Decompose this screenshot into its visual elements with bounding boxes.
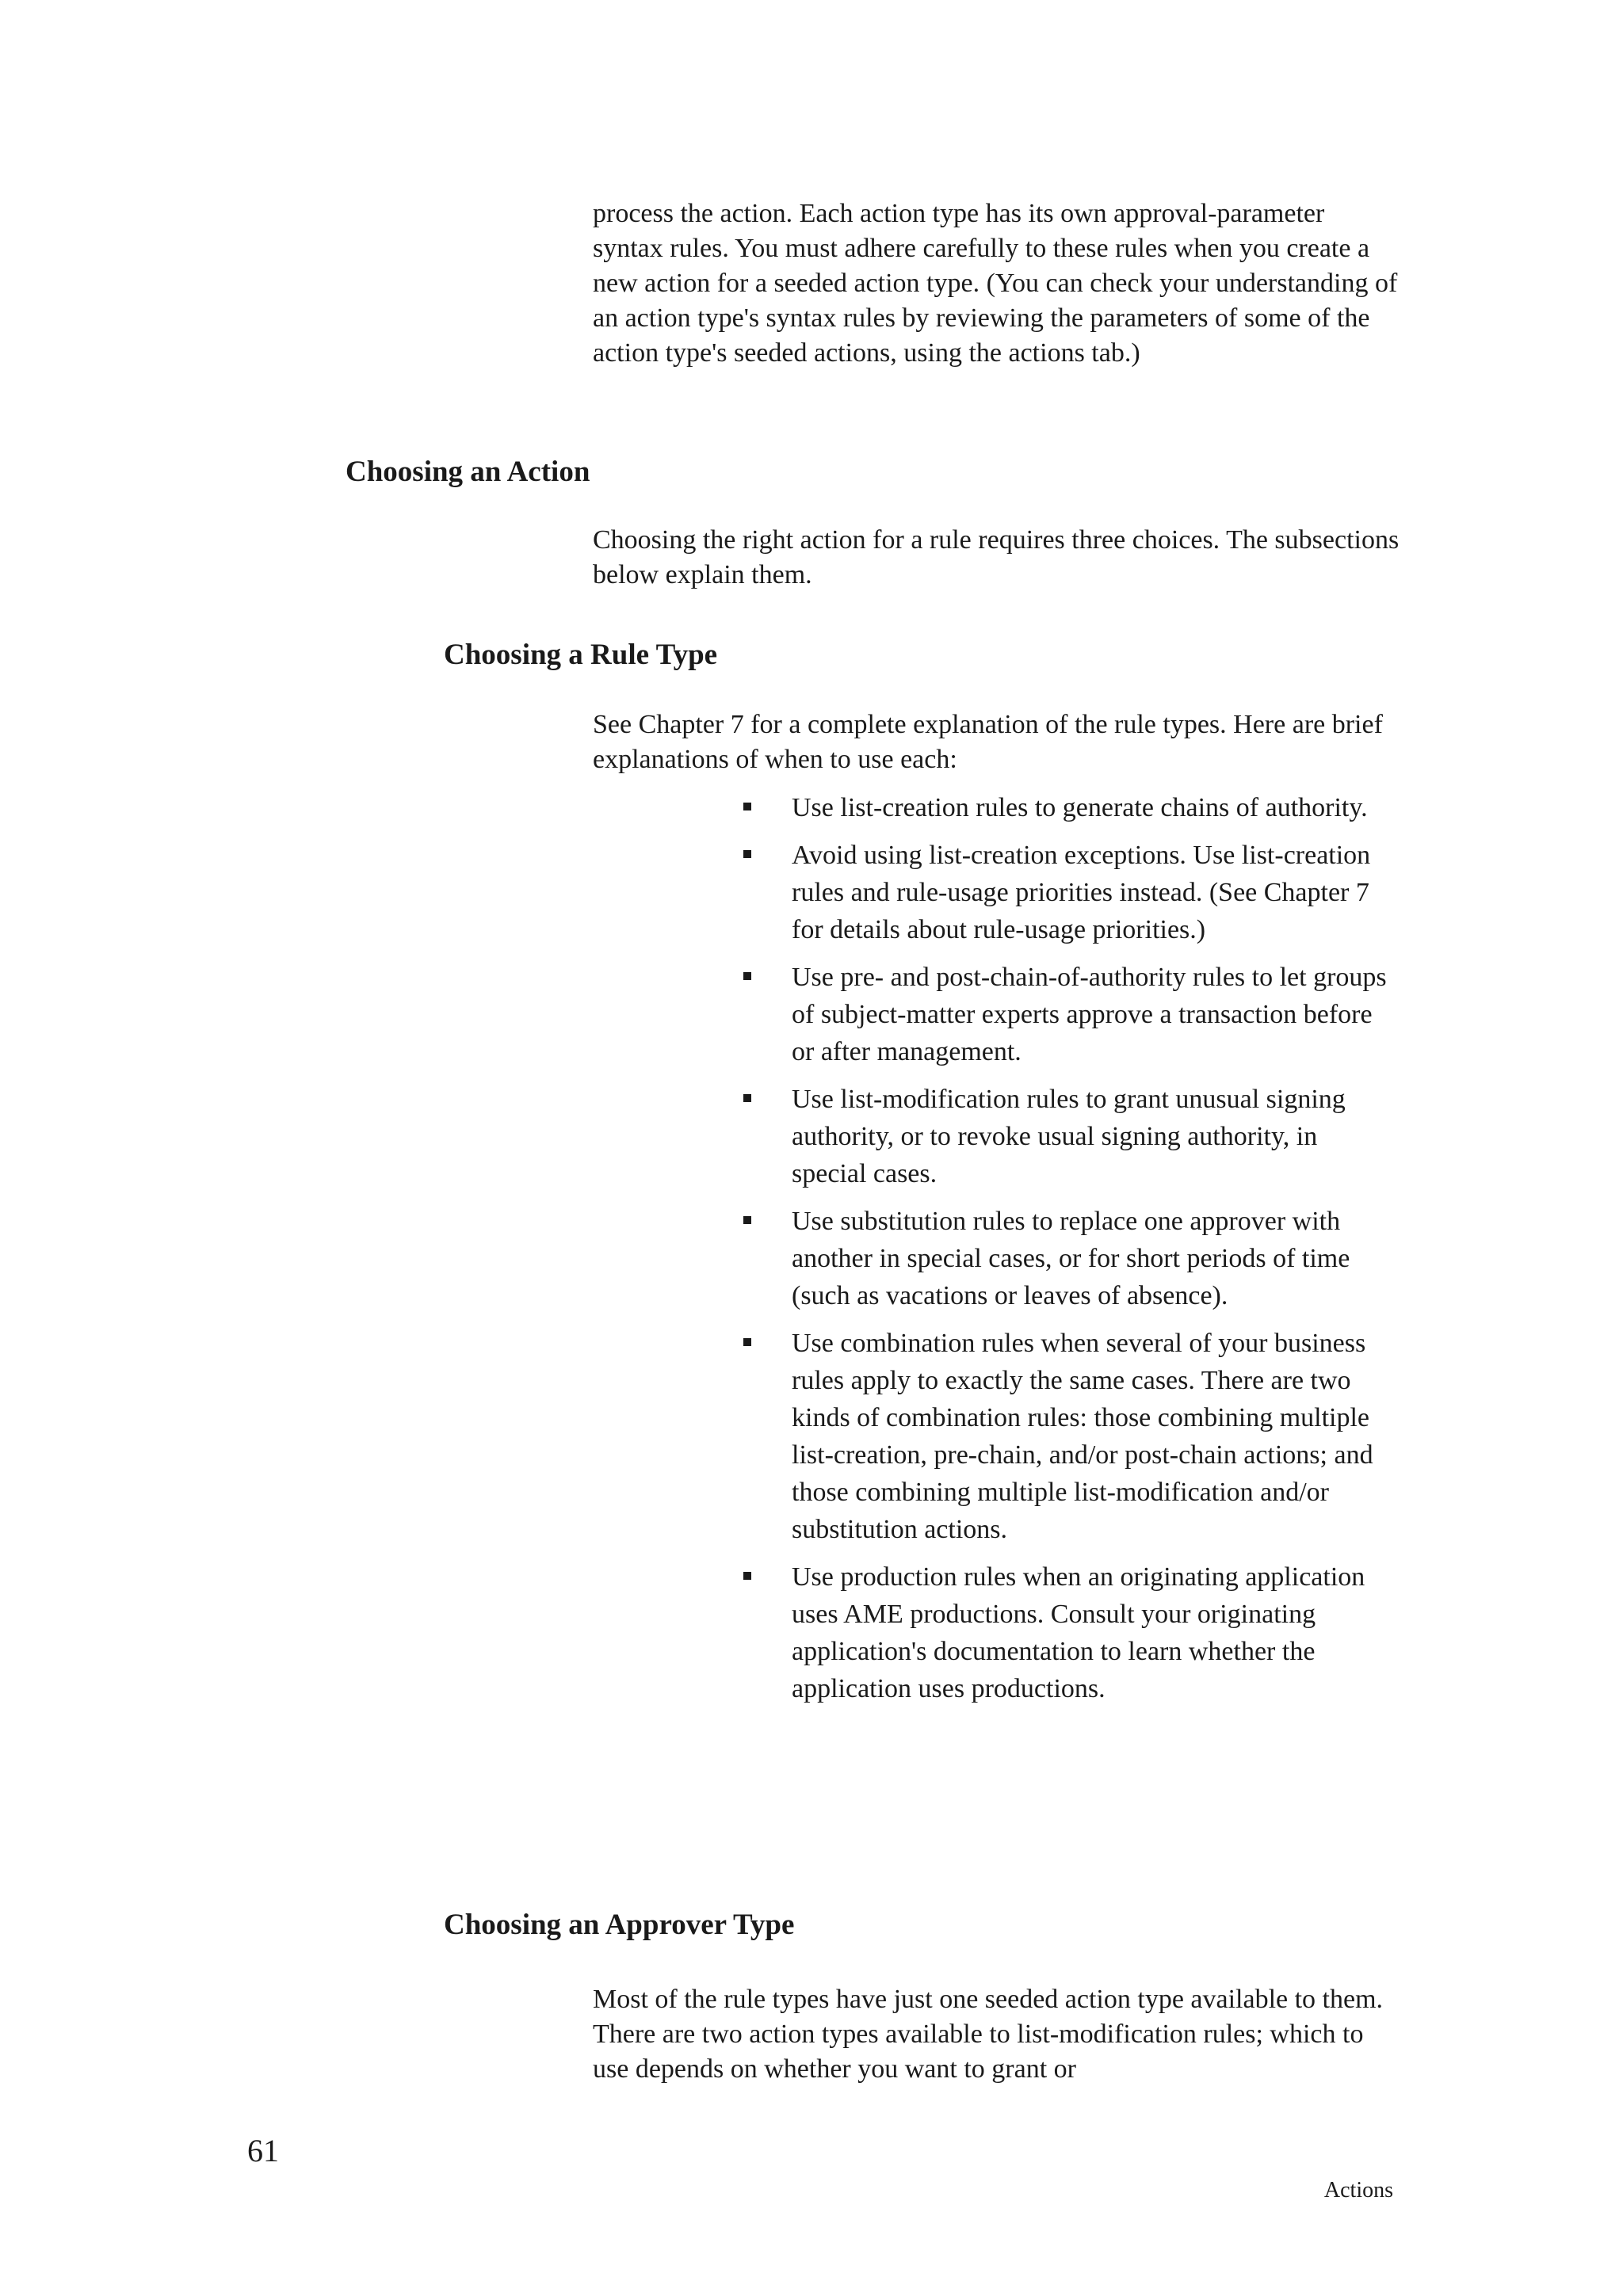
approver-type-paragraph: Most of the rule types have just one seeded action type available to them. There are two action types available to list-modification rules; which to use depends on whether you want to grant or <box>593 1985 1384 2084</box>
heading-choosing-an-action: Choosing an Action <box>346 456 590 488</box>
list-item <box>739 1203 1396 1314</box>
list-item <box>739 1325 1396 1548</box>
list-item-text: Use production rules when an originating application uses AME productions. Consult your originating application's documentation to learn whether the application uses productions. <box>792 1562 1365 1703</box>
list-item-text: Avoid using list-creation exceptions. Use list-creation rules and rule-usage priorities instead. (See Chapter 7 for details about rule-usage priorities.) <box>792 841 1371 944</box>
heading-choosing-an-approver-type: Choosing an Approver Type <box>444 1909 795 1941</box>
rule-type-paragraph: See Chapter 7 for a complete explanation of the rule types. Here are brief explanations of when to use each: <box>593 710 1383 774</box>
list-item <box>739 789 1396 826</box>
list-item-text: Use list-modification rules to grant unusual signing authority, or to revoke usual signing authority, in special cases. <box>792 1085 1346 1188</box>
list-item <box>739 1081 1396 1192</box>
page-number: 61 <box>247 2133 279 2168</box>
square-bullet-icon <box>743 850 751 858</box>
footer-chapter-label: Actions <box>1323 2178 1393 2203</box>
list-item-text: Use combination rules when several of your business rules apply to exactly the same cases. There are two kinds of combination rules: those combining multiple list-creation, pre-chain, and/or post-chain actions; and those combining multiple list-modification and/or substitution actions. <box>792 1329 1373 1544</box>
square-bullet-icon <box>743 972 751 980</box>
list-item-text: Use pre- and post-chain-of-authority rules to let groups of subject-matter experts approve a transaction before or after management. <box>792 963 1387 1066</box>
intro-paragraph: process the action. Each action type has its own approval-parameter syntax rules. You must adhere carefully to these rules when you create a new action for a seeded action type. (You can check your understanding of an action type's syntax rules by reviewing the parameters of some of the action type's seeded actions, using the actions tab.) <box>593 199 1398 368</box>
square-bullet-icon <box>743 1572 751 1580</box>
list-item <box>739 837 1396 948</box>
list-item <box>739 959 1396 1070</box>
list-item-text: Use list-creation rules to generate chains of authority. <box>792 793 1368 822</box>
list-item <box>739 1558 1396 1707</box>
rule-type-bullet-list <box>739 789 1396 1718</box>
heading-choosing-a-rule-type: Choosing a Rule Type <box>444 639 718 671</box>
square-bullet-icon <box>743 803 751 810</box>
choosing-action-paragraph: Choosing the right action for a rule requires three choices. The subsections below explain them. <box>593 525 1400 589</box>
square-bullet-icon <box>743 1216 751 1224</box>
square-bullet-icon <box>743 1338 751 1346</box>
list-item-text: Use substitution rules to replace one approver with another in special cases, or for short periods of time (such as vacations or leaves of absence). <box>792 1207 1350 1310</box>
square-bullet-icon <box>743 1094 751 1102</box>
